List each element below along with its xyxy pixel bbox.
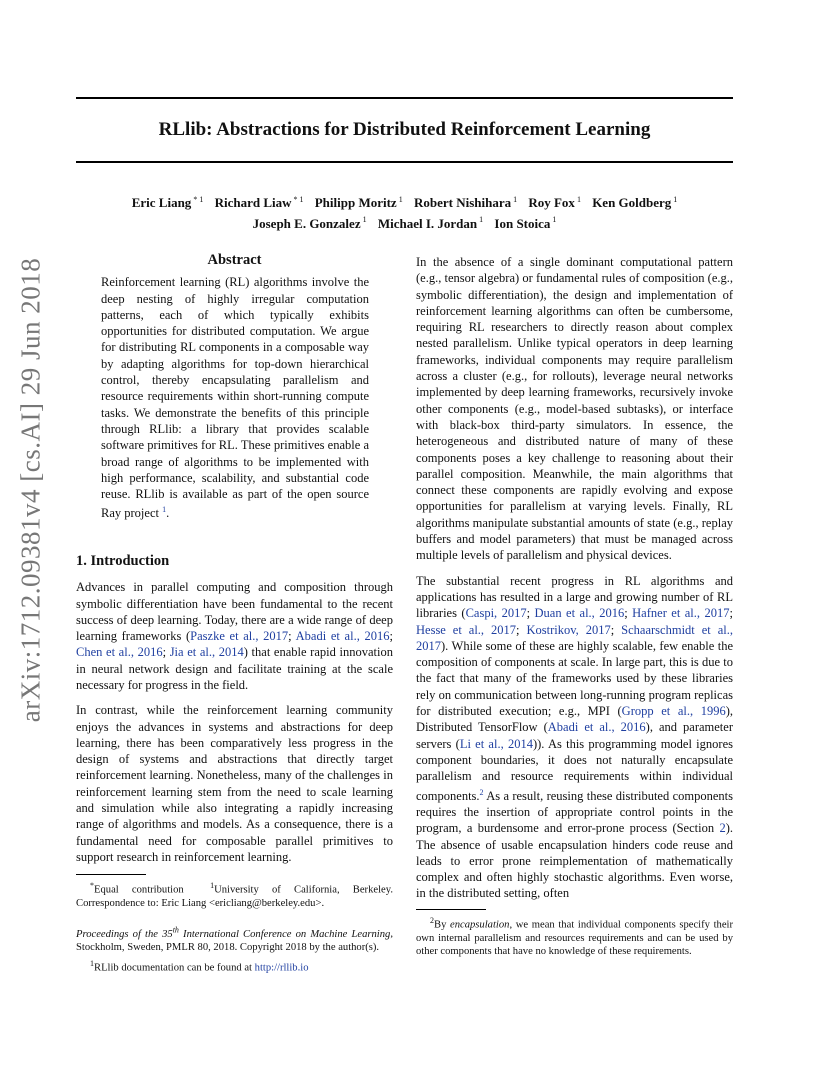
p2-text-f: As a result, reusing these distributed components requires the insertion of appropriate control points in the program, a burdensome and error-prone process (Section [416,788,733,836]
separator: ; [389,629,393,644]
abstract-text [101,274,369,522]
author-affiliation-mark: 1 [479,215,484,225]
arxiv-stamp [6,257,56,723]
fn2-b: , we mean that individual components specify their own internal parallelism and resources requirements and can be used by other components that have no knowledge of these requirements. [416,919,733,958]
author-name: Roy Fox [528,195,575,211]
author-name: Philipp Moritz [314,195,397,211]
footnote-2 [416,914,733,959]
author [253,216,367,231]
citation-link[interactable]: Caspi, 2017 [465,606,527,621]
author-affiliation-mark: 1 [552,215,557,225]
p2-text-b: ). While some of these are highly scalable, few enable the composition of components at scale. In large part, this is due to the fact that many of the frameworks used by these libraries rely on communication between long-running program replicas for distributed execution; e.g., MPI ( [416,638,733,719]
abstract-end: . [166,506,170,521]
author [414,195,517,210]
citation-link[interactable]: Gropp et al., 1996 [621,704,726,719]
citation-link[interactable]: Duan et al., 2016 [534,606,625,621]
intro-paragraph-1 [76,579,393,693]
rllib-link[interactable]: http://rllib.io [254,962,309,974]
introduction-heading: 1. Introduction [76,552,170,569]
abstract-heading: Abstract [207,252,262,268]
citation-link[interactable]: Hesse et al., 2017 [416,622,517,637]
fn2-a: By [434,919,451,931]
intro-p1-text: Advances in parallel computing and composition through symbolic differentiation have been fundamental to the recent success of deep learning. Today, there are a wide range of deep learning frameworks ( [76,580,393,644]
footnote-ref-1[interactable]: 1 [162,505,167,515]
author [494,216,556,231]
intro-p1-text-end: ) that enable rapid innovation in neural network design and facilitate training at the scale necessary for progress in the field. [76,645,393,692]
separator: ; [288,629,296,644]
proc-b: International Conference on Machine Learning [178,928,391,940]
citation-link[interactable]: Abadi et al., 2016 [547,720,646,735]
author-name: Richard Liaw [214,195,292,211]
equal-contribution: Equal contribution [94,884,184,896]
citation-link[interactable]: Li et al., 2014 [459,736,533,751]
author-list [76,191,733,232]
footnote-ref-2[interactable]: 2 [479,787,484,797]
fn2-em: encapsulation [450,919,510,931]
separator: ; [624,606,633,621]
proc-sup: th [172,924,179,934]
separator: ; [610,622,622,637]
citation-link[interactable]: Chen et al., 2016 [76,645,163,660]
citation-link[interactable]: Hafner et al., 2017 [632,606,730,621]
author-name: Robert Nishihara [413,195,512,211]
p2-text-g: ). The absence of usable encapsulation hinders code reuse and leads to error prone reimplementation of mathematically complex and often highly stochastic algorithms. Even worse, in the distributed setting, often [416,821,733,901]
right-paragraph-1: In the absence of a single dominant computational pattern (e.g., tensor algebra) or fundamental rules of composition (e.g., symbolic differentiation), the design and implementation of reinforcement learning algorithms can often be cumbersome, requiring RL researchers to directly reason about complex nested parallelism. Unlike typical operators in deep learning frameworks, individual components may require parallelism across a cluster (e.g., for rollouts), leverage neural networks implemented by deep learning frameworks, recursively invoke other components (e.g., model-based subtasks), or interface with black-box third-party simulators. In essence, the heterogeneous and distributed nature of many of these components poses a key challenge to reasoning about their parallel composition. Meanwhile, the main algorithms that connect these components are rapidly evolving and expose opportunities for parallelism at varying levels. Finally, RL algorithms manipulate substantial amounts of state (e.g., replay buffers and model parameters) that must be managed across multiple levels of parallelism and physical devices. [416,255,733,563]
citation-link[interactable]: Schaarschmidt et al., 2017 [416,622,733,653]
author [592,195,677,210]
author-affiliation-mark: 1 [576,195,581,204]
author-name: Ken Goldberg [592,195,672,211]
affiliation: University of California, Berkeley. Correspondence to: Eric Liang <ericliang@berkeley.edu>. [76,884,393,910]
author-affiliation-mark: * 1 [293,195,304,204]
author-affiliation-mark: 1 [673,195,678,204]
citation-link[interactable]: Kostrikov, 2017 [526,622,611,637]
author-affiliation-mark: 1 [398,195,403,204]
title-bottom-rule [76,161,733,163]
proc-c: , Stockholm, Sweden, PMLR 80, 2018. Copyright 2018 by the author(s). [76,928,393,954]
p2-text-c: ), Distributed TensorFlow ( [416,704,733,735]
citation-link[interactable]: Paszke et al., 2017 [190,629,289,644]
affil-mark: 1 [210,881,215,891]
author [378,216,483,231]
author-name: Eric Liang [131,195,192,211]
author-name: Joseph E. Gonzalez [252,215,361,231]
footnote-1 [76,957,393,975]
separator: ; [162,645,170,660]
author [528,195,581,210]
author-affiliation-mark: * 1 [193,195,204,204]
paper-title: RLlib: Abstractions for Distributed Reinforcement Learning [158,119,651,140]
separator: ; [729,606,733,621]
top-rule [76,97,733,99]
author-name: Ion Stoica [494,215,551,231]
equal-mark: * [90,881,94,891]
proc-a: Proceedings of the 35 [76,928,173,940]
p2-text-d: ), and parameter servers ( [416,720,733,751]
separator: ; [516,622,527,637]
citation-link[interactable]: Jia et al., 2014 [169,645,244,660]
author-affiliation-mark: 1 [362,215,367,225]
p2-text-a: The substantial recent progress in RL algorithms and applications has resulted in a large and growing number of RL libraries ( [416,573,733,621]
right-paragraph-2 [416,573,733,902]
author [315,195,403,210]
fn2-mark: 2 [430,915,434,925]
author [132,195,204,210]
fn1-text: RLlib documentation can be found at [94,962,255,974]
fn1-mark: 1 [90,958,94,968]
author-affiliation-mark: 1 [513,195,518,204]
footnote-rule [76,874,146,875]
author-name: Michael I. Jordan [377,215,478,231]
abstract-body: Reinforcement learning (RL) algorithms involve the deep nesting of highly irregular computation patterns, each of which typically exhibits opportunities for distributed computation. We argue for distributing RL components in a composable way by adapting algorithms for top-down hierarchical control, thereby encapsulating parallelism and resource requirements within short-running compute tasks. We demonstrate the benefits of this principle through RLlib: a library that provides scalable software primitives for RL. These primitives enable a broad range of algorithms to be implemented with high performance, scalability, and substantial code reuse. RLlib is available as part of the open source Ray project [101,275,369,521]
arxiv-id: arXiv:1712.09381v4 [cs.AI] 29 Jun 2018 [15,257,46,723]
p2-text-e: )). As this programming model ignores component boundaries, it does not naturally encapsulate parallelism and resource requirements within individual components. [416,736,733,803]
section-link[interactable]: 2 [719,821,726,836]
right-column [416,254,733,959]
citation-link[interactable]: Abadi et al., 2016 [295,629,390,644]
footnote-rule-right [416,909,486,910]
affiliation-footnote [76,879,393,911]
proceedings-note [76,923,393,955]
author [215,195,304,210]
intro-paragraph-2: In contrast, while the reinforcement learning community enjoys the advances in systems and abstractions for deep learning, there has been comparatively less progress in the design of systems and abstractions that directly target reinforcement learning. Nonetheless, many of the challenges in reinforcement learning stem from the need to scale learning and simulation while also integrating a rapidly increasing range of algorithms and models. As a consequence, there is a fundamental need for composable parallel primitives to support research in reinforcement learning. [76,703,393,864]
separator: ; [526,606,535,621]
left-column [76,252,393,975]
